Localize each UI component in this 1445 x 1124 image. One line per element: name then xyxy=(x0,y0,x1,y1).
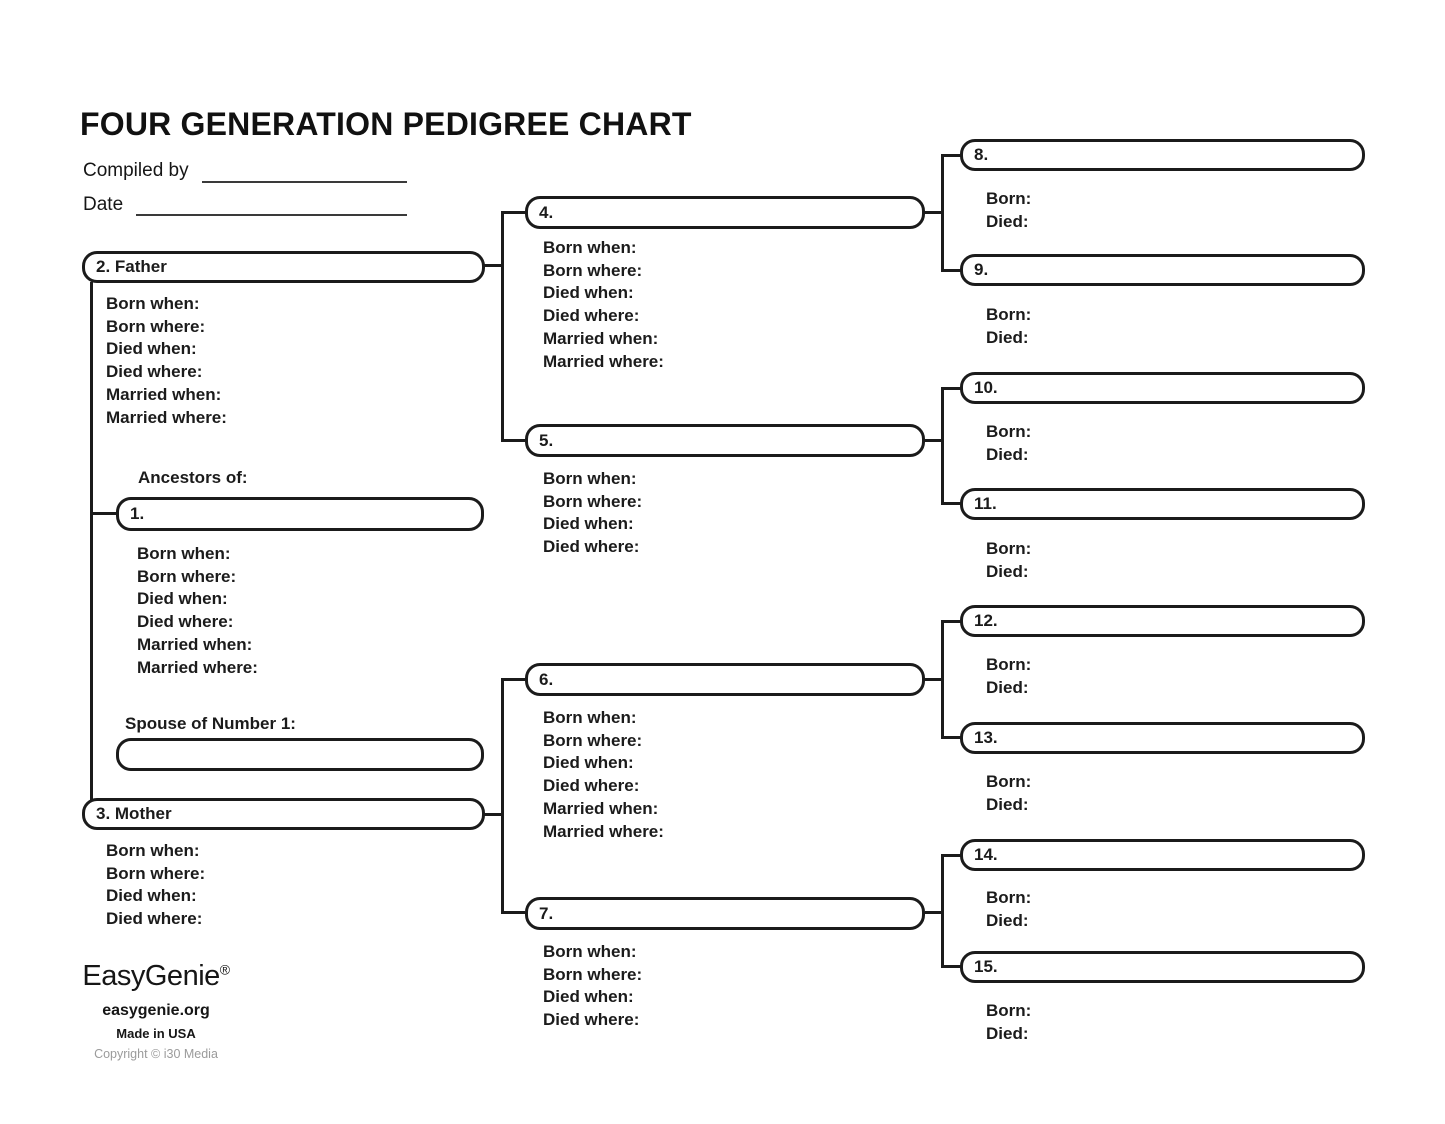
field-married-when: Married when: xyxy=(543,328,659,348)
connector-box4-right-stub xyxy=(925,211,942,214)
field-died-when: Died when: xyxy=(543,987,634,1007)
person-13-fields xyxy=(986,771,1031,816)
connector-box14-stub xyxy=(941,854,961,857)
connector-box5-stub xyxy=(501,439,525,442)
field-married-when: Married when: xyxy=(106,384,222,404)
field-born: Born: xyxy=(986,772,1032,791)
person-box-10[interactable] xyxy=(960,372,1365,404)
field-born-where: Born where: xyxy=(543,964,643,984)
field-born-when: Born when: xyxy=(543,238,637,257)
connector-box7-stub xyxy=(501,911,525,914)
person-box-11[interactable] xyxy=(960,488,1365,520)
person-box-13[interactable] xyxy=(960,722,1365,754)
field-born: Born: xyxy=(986,1001,1032,1020)
spouse-of-label: Spouse of Number 1: xyxy=(125,714,296,733)
connector-box6-right-stub xyxy=(925,678,942,681)
connector-10-11-vertical xyxy=(941,387,944,505)
person-11-fields xyxy=(986,538,1031,583)
field-died-when: Died when: xyxy=(543,753,634,773)
date-label: Date xyxy=(83,194,124,215)
field-died: Died: xyxy=(986,211,1029,231)
field-died-where: Died where: xyxy=(543,537,640,557)
connector-14-15-vertical xyxy=(941,854,944,968)
field-born: Born: xyxy=(986,655,1032,674)
brand-logo xyxy=(78,960,234,993)
person-9-label: 9. xyxy=(974,260,989,279)
field-died: Died: xyxy=(986,1023,1029,1043)
field-born: Born: xyxy=(986,888,1032,907)
connector-box8-stub xyxy=(941,154,961,157)
connector-subject-stub xyxy=(90,512,116,515)
person-box-3-mother[interactable] xyxy=(82,798,485,830)
person-12-fields xyxy=(986,654,1031,699)
field-born-when: Born when: xyxy=(106,841,200,860)
field-died: Died: xyxy=(986,327,1029,347)
field-born-when: Born when: xyxy=(543,708,637,727)
person-box-2-father[interactable] xyxy=(82,251,485,283)
person-15-label: 15. xyxy=(974,957,998,976)
field-died: Died: xyxy=(986,561,1029,581)
field-died: Died: xyxy=(986,444,1029,464)
connector-box9-stub xyxy=(941,269,961,272)
field-born-when: Born when: xyxy=(137,544,231,563)
ancestors-of-label: Ancestors of: xyxy=(138,468,248,487)
connector-box11-stub xyxy=(941,502,961,505)
person-10-label: 10. xyxy=(974,378,998,397)
field-born-where: Born where: xyxy=(543,730,643,750)
page-title: FOUR GENERATION PEDIGREE CHART xyxy=(80,106,692,142)
copyright-notice: Copyright © i30 Media xyxy=(94,1047,218,1061)
made-in-usa-label: Made in USA xyxy=(116,1026,196,1041)
person-box-14[interactable] xyxy=(960,839,1365,871)
person-box-6[interactable] xyxy=(525,663,925,696)
person-1-fields xyxy=(137,543,258,679)
field-died-where: Died where: xyxy=(137,612,234,632)
person-4-fields xyxy=(543,237,664,373)
person-box-5[interactable] xyxy=(525,424,925,457)
person-14-fields xyxy=(986,887,1031,932)
connector-box6-stub xyxy=(501,678,525,681)
person-15-fields xyxy=(986,1000,1031,1045)
field-married-when: Married when: xyxy=(543,798,659,818)
field-died: Died: xyxy=(986,677,1029,697)
field-born-where: Born where: xyxy=(137,566,237,586)
date-fill-line[interactable] xyxy=(136,214,407,216)
field-born-where: Born where: xyxy=(543,260,643,280)
connector-8-9-vertical xyxy=(941,154,944,272)
connector-father-stub xyxy=(484,264,502,267)
field-born: Born: xyxy=(986,305,1032,324)
connector-mother-stub xyxy=(484,813,502,816)
person-box-8[interactable] xyxy=(960,139,1365,171)
field-born: Born: xyxy=(986,422,1032,441)
person-9-fields xyxy=(986,304,1031,349)
field-died-where: Died where: xyxy=(106,909,203,929)
connector-4-5-vertical xyxy=(501,211,504,442)
person-box-7[interactable] xyxy=(525,897,925,930)
person-8-fields xyxy=(986,188,1031,233)
person-6-fields xyxy=(543,707,664,843)
field-born-when: Born when: xyxy=(543,469,637,488)
person-7-label: 7. xyxy=(539,903,554,923)
field-died-when: Died when: xyxy=(543,514,634,534)
connector-12-13-vertical xyxy=(941,620,944,739)
field-died-where: Died where: xyxy=(543,1010,640,1030)
person-12-label: 12. xyxy=(974,611,998,630)
person-14-label: 14. xyxy=(974,845,998,864)
person-1-label: 1. xyxy=(130,504,145,523)
field-married-when: Married when: xyxy=(137,634,253,654)
person-2-fields xyxy=(106,293,227,429)
person-box-12[interactable] xyxy=(960,605,1365,637)
brand-name: EasyGenie xyxy=(82,960,220,992)
person-box-4[interactable] xyxy=(525,196,925,229)
field-married-where: Married where: xyxy=(543,821,664,841)
person-box-1-subject[interactable] xyxy=(116,497,484,531)
field-died-where: Died where: xyxy=(543,776,640,796)
spouse-box[interactable] xyxy=(116,738,484,771)
field-born-where: Born where: xyxy=(106,316,206,336)
connector-box5-right-stub xyxy=(925,439,942,442)
field-died: Died: xyxy=(986,794,1029,814)
field-born-where: Born where: xyxy=(543,491,643,511)
field-died-when: Died when: xyxy=(106,886,197,906)
connector-box4-stub xyxy=(501,211,525,214)
connector-box7-right-stub xyxy=(925,911,942,914)
person-4-label: 4. xyxy=(539,202,554,222)
field-married-where: Married where: xyxy=(543,351,664,371)
connector-6-7-vertical xyxy=(501,678,504,914)
connector-box10-stub xyxy=(941,387,961,390)
field-born-where: Born where: xyxy=(106,863,206,883)
field-born: Born: xyxy=(986,539,1032,558)
person-8-label: 8. xyxy=(974,145,989,164)
person-5-fields xyxy=(543,468,642,559)
connector-box15-stub xyxy=(941,965,961,968)
person-13-label: 13. xyxy=(974,728,998,747)
connector-box12-stub xyxy=(941,620,961,623)
person-5-label: 5. xyxy=(539,430,554,450)
field-died: Died: xyxy=(986,910,1029,930)
person-6-label: 6. xyxy=(539,669,554,689)
person-2-label: 2. Father xyxy=(96,257,167,276)
person-11-label: 11. xyxy=(974,494,997,513)
person-7-fields xyxy=(543,941,642,1032)
field-died-where: Died where: xyxy=(106,362,203,382)
field-born-when: Born when: xyxy=(543,942,637,961)
person-box-15[interactable] xyxy=(960,951,1365,983)
brand-website: easygenie.org xyxy=(102,1002,210,1019)
field-died-when: Died when: xyxy=(543,283,634,303)
connector-box13-stub xyxy=(941,736,961,739)
person-3-label: 3. Mother xyxy=(96,804,172,823)
person-box-9[interactable] xyxy=(960,254,1365,286)
person-10-fields xyxy=(986,421,1031,466)
person-3-fields xyxy=(106,840,205,931)
field-born: Born: xyxy=(986,189,1032,208)
field-born-when: Born when: xyxy=(106,294,200,313)
connector-parents-vertical xyxy=(90,282,93,800)
registered-trademark-mark: ® xyxy=(219,961,230,978)
field-died-where: Died where: xyxy=(543,306,640,326)
field-died-when: Died when: xyxy=(137,589,228,609)
compiled-by-fill-line[interactable] xyxy=(202,181,407,183)
field-married-where: Married where: xyxy=(137,657,258,677)
field-died-when: Died when: xyxy=(106,339,197,359)
field-married-where: Married where: xyxy=(106,407,227,427)
compiled-by-label: Compiled by xyxy=(83,160,189,181)
